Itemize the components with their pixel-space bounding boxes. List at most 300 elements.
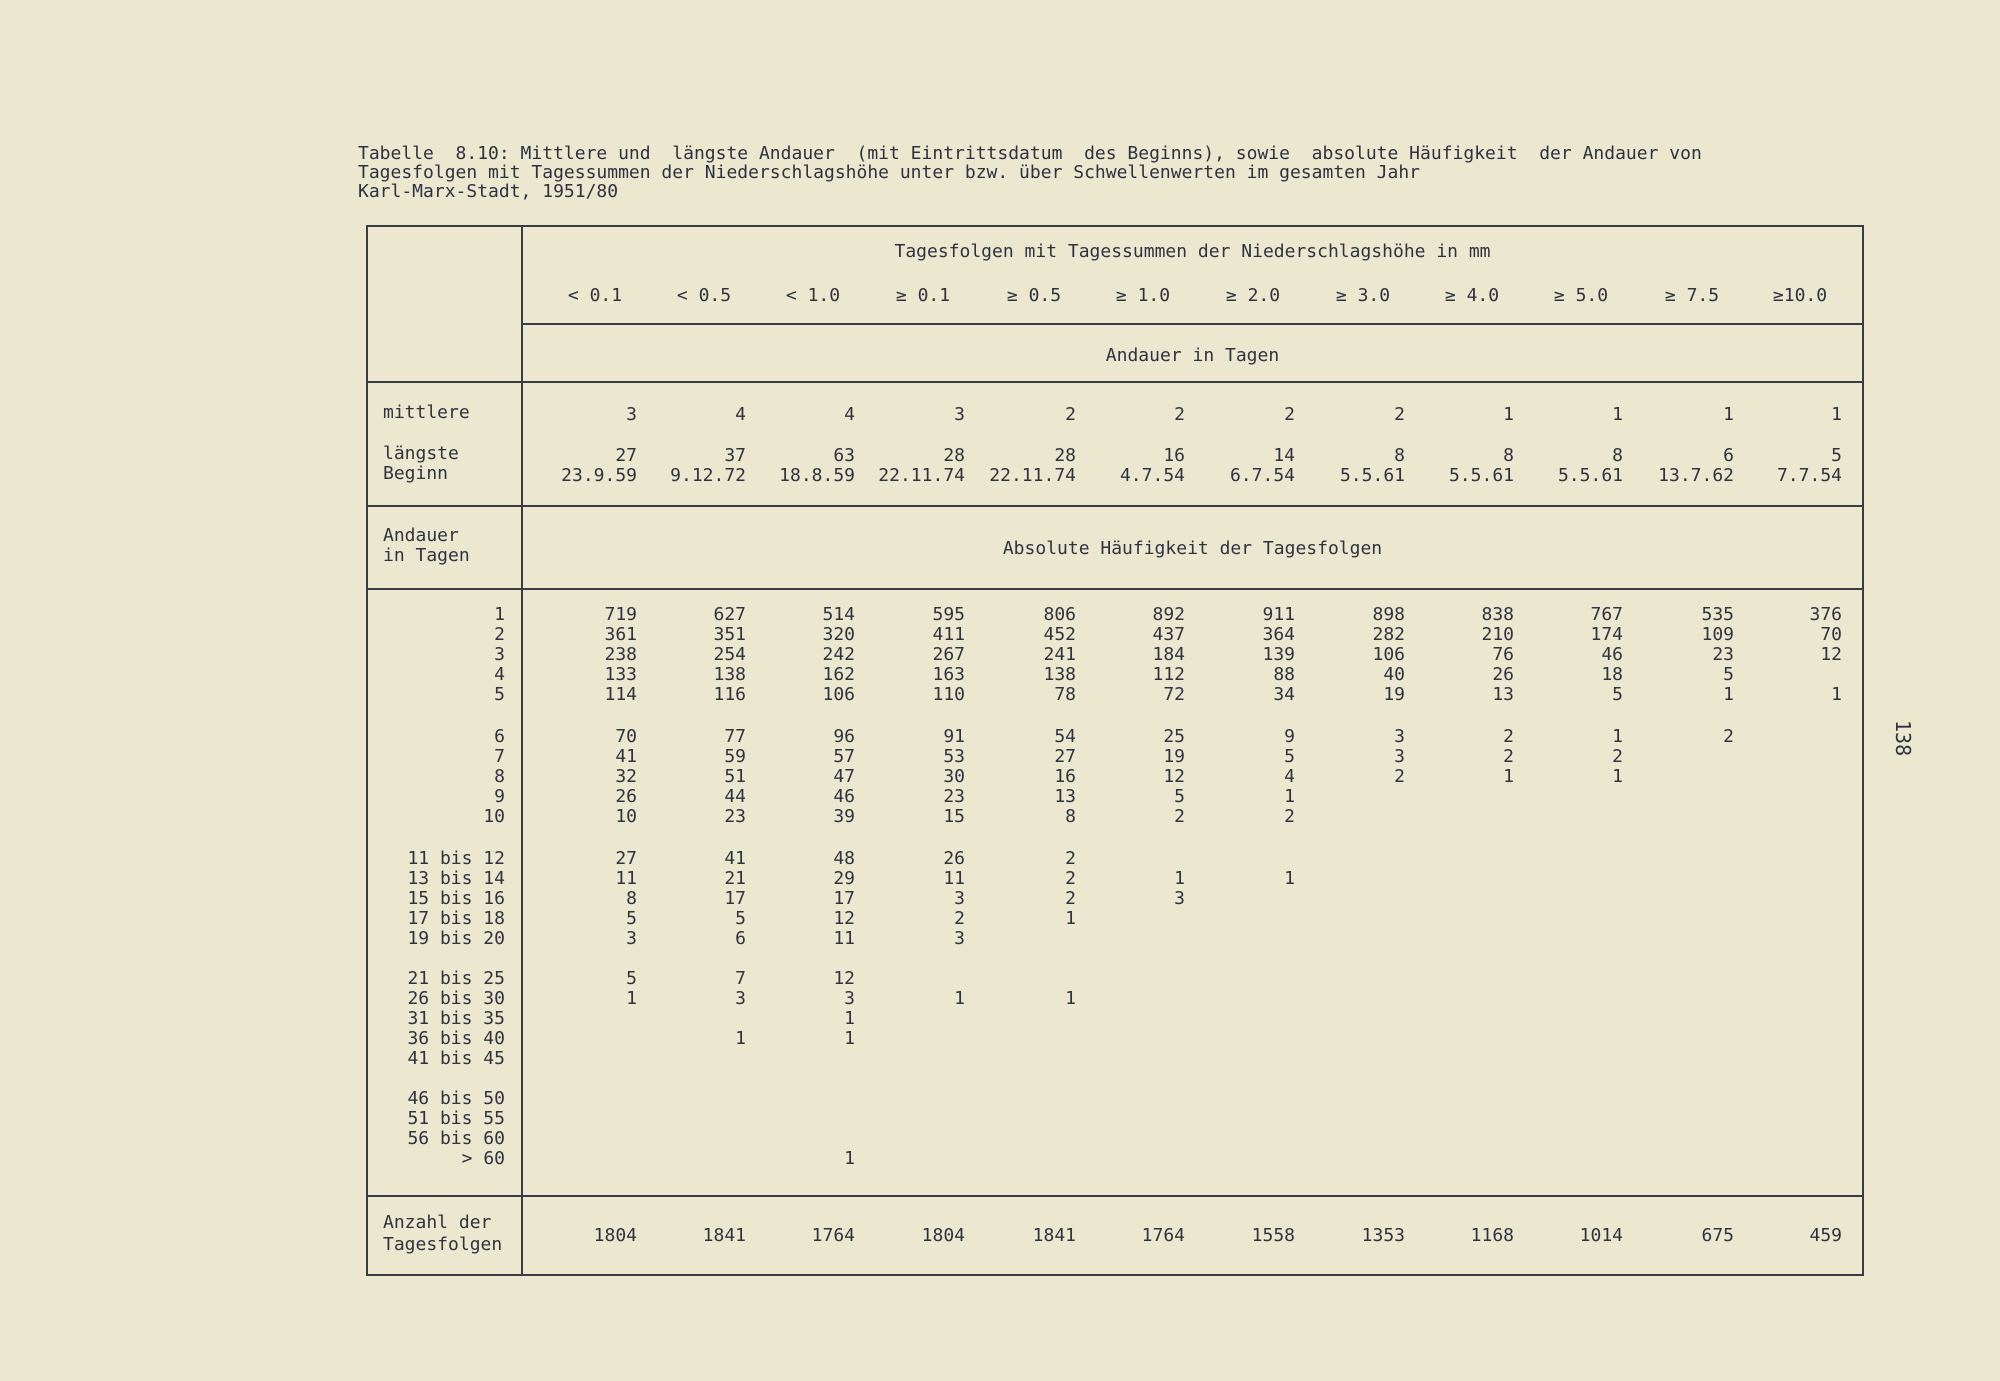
frequency-column [1085,969,1185,1069]
frequency-column [1085,605,1185,705]
frequency-column [976,605,1076,705]
andauer-label: 36 bis 40 [407,1028,505,1049]
frequency-cell [646,1149,746,1169]
frequency-cell [976,1129,1076,1149]
frequency-cell [976,1089,1076,1109]
laengste-value: 37 [724,445,746,466]
frequency-cell: 39 [833,806,855,827]
frequency-column [1195,849,1295,949]
frequency-cell: 53 [943,746,965,767]
frequency-cell: 12 [833,908,855,929]
frequency-cell: 51 [724,766,746,787]
frequency-column [1305,969,1405,1069]
frequency-cell: 11 [615,868,637,889]
andauer-label: 17 bis 18 [407,908,505,929]
frequency-column [1634,727,1734,827]
frequency-cell: 1 [1831,684,1842,705]
frequency-cell [865,1089,965,1109]
frequency-cell [976,1149,1076,1169]
frequency-cell [865,969,965,989]
totals-label-1: Anzahl der [383,1212,492,1233]
frequency-cell: 109 [1701,624,1734,645]
frequency-cell [865,1049,965,1069]
andauer-label: 11 bis 12 [407,848,505,869]
frequency-cell: 77 [724,726,746,747]
frequency-cell: 5 [1284,746,1295,767]
frequency-cell [976,1109,1076,1129]
total-value: 1804 [921,1225,965,1246]
total-value: 1764 [1141,1225,1185,1246]
mittlere-value: 1 [1503,404,1514,425]
frequency-cell [1742,787,1842,807]
frequency-cell: 3 [735,988,746,1009]
frequency-column [865,727,965,827]
frequency-cell: 9 [1284,726,1295,747]
frequency-cell [1634,969,1734,989]
frequency-cell [1742,807,1842,827]
frequency-cell [1414,909,1514,929]
frequency-cell [1742,849,1842,869]
frequency-cell: 16 [1054,766,1076,787]
frequency-cell [1414,1049,1514,1069]
frequency-cell: 44 [724,786,746,807]
frequency-cell: 12 [1163,766,1185,787]
frequency-cell [1634,929,1734,949]
frequency-cell: 1 [735,1028,746,1049]
frequency-cell [1742,909,1842,929]
frequency-cell [1634,1089,1734,1109]
frequency-cell [1634,1029,1734,1049]
frequency-cell: 25 [1163,726,1185,747]
frequency-cell [1305,1129,1405,1149]
frequency-cell: 767 [1590,604,1623,625]
frequency-cell: 2 [954,908,965,929]
frequency-cell [1085,929,1185,949]
mittlere-value: 2 [1174,404,1185,425]
frequency-cell: 4 [1284,766,1295,787]
frequency-cell [1634,807,1734,827]
frequency-cell [1305,1029,1405,1049]
andauer-label: 8 [494,766,505,787]
frequency-cell: 241 [1043,644,1076,665]
frequency-cell: 26 [943,848,965,869]
frequency-cell [1742,989,1842,1009]
frequency-cell [1414,989,1514,1009]
total-value: 1353 [1361,1225,1405,1246]
frequency-cell [1414,1029,1514,1049]
frequency-cell [1634,767,1734,787]
frequency-cell: 1 [954,988,965,1009]
frequency-cell [865,1149,965,1169]
total-value: 1558 [1251,1225,1295,1246]
frequency-cell [1523,1049,1623,1069]
frequency-cell [1414,1109,1514,1129]
frequency-column [865,849,965,949]
frequency-cell: 437 [1152,624,1185,645]
frequency-cell [537,1009,637,1029]
beginn-date: 18.8.59 [779,465,855,486]
frequency-cell [1195,889,1295,909]
frequency-column [1634,969,1734,1069]
frequency-cell [537,1149,637,1169]
andauer-label: 56 bis 60 [407,1128,505,1149]
frequency-cell [1085,1009,1185,1029]
frequency-cell [1195,1109,1295,1129]
frequency-cell: 1 [844,1008,855,1029]
frequency-cell: 8 [1065,806,1076,827]
frequency-cell: 254 [713,644,746,665]
beginn-date: 7.7.54 [1776,465,1842,486]
frequency-cell [1085,1049,1185,1069]
frequency-cell [1414,869,1514,889]
frequency-cell [1414,849,1514,869]
frequency-cell: 133 [604,664,637,685]
frequency-column [1742,849,1842,949]
frequency-cell [1634,747,1734,767]
frequency-cell: 892 [1152,604,1185,625]
frequency-column [537,969,637,1069]
mittlere-value: 2 [1394,404,1405,425]
frequency-cell [1742,727,1842,747]
threshold-header: ≥ 0.5 [1006,285,1062,306]
frequency-cell: 27 [615,848,637,869]
frequency-cell: 1 [1065,988,1076,1009]
frequency-column [646,605,746,705]
frequency-cell: 18 [1601,664,1623,685]
laengste-value: 28 [943,445,965,466]
frequency-cell: 11 [943,868,965,889]
laengste-value: 5 [1831,445,1842,466]
beginn-date: 5.5.61 [1339,465,1405,486]
frequency-cell: 112 [1152,664,1185,685]
frequency-cell [1742,1009,1842,1029]
frequency-cell: 361 [604,624,637,645]
frequency-cell: 2 [1612,746,1623,767]
beginn-date: 5.5.61 [1448,465,1514,486]
frequency-cell [1305,929,1405,949]
andauer-title: Andauer in Tagen [1105,345,1280,366]
frequency-cell [1742,1049,1842,1069]
frequency-column [1742,605,1842,705]
frequency-cell [865,1129,965,1149]
laengste-value: 8 [1612,445,1623,466]
frequency-cell: 535 [1701,604,1734,625]
frequency-cell: 1 [844,1028,855,1049]
frequency-cell: 2 [1284,806,1295,827]
frequency-column [976,849,1076,949]
andauer-label-group [383,849,505,949]
frequency-column [865,605,965,705]
frequency-cell [1414,969,1514,989]
frequency-cell: 3 [954,928,965,949]
frequency-column [1634,849,1734,949]
frequency-column [1742,727,1842,827]
frequency-cell [1523,1129,1623,1149]
frequency-column [537,727,637,827]
frequency-cell [1085,969,1185,989]
frequency-cell [865,1029,965,1049]
frequency-cell: 2 [1065,868,1076,889]
frequency-cell: 47 [833,766,855,787]
laengste-value: 8 [1503,445,1514,466]
threshold-header: < 0.1 [567,285,623,306]
total-value: 1841 [702,1225,746,1246]
frequency-cell: 3 [626,928,637,949]
frequency-cell: 1 [1612,766,1623,787]
stats-divider-rule [366,505,1864,507]
frequency-cell: 2 [1723,726,1734,747]
frequency-column [646,727,746,827]
frequency-cell [1523,869,1623,889]
frequency-column [1414,605,1514,705]
frequency-cell: 1 [1723,684,1734,705]
andauer-label: 6 [494,726,505,747]
frequency-cell [1742,929,1842,949]
frequency-column [865,969,965,1069]
frequency-cell: 88 [1273,664,1295,685]
mittlere-value: 2 [1284,404,1295,425]
totals-label-2: Tagesfolgen [383,1234,503,1255]
frequency-cell [1085,1109,1185,1129]
andauer-label: > 60 [461,1148,505,1169]
frequency-cell: 41 [615,746,637,767]
beginn-label: Beginn [383,463,449,484]
frequency-cell: 1 [1284,868,1295,889]
laengste-value: 63 [833,445,855,466]
frequency-column [1742,1089,1842,1169]
andauer-label: 2 [494,624,505,645]
frequency-cell: 12 [833,968,855,989]
frequency-cell [1195,969,1295,989]
frequency-column [1634,605,1734,705]
frequency-cell: 1 [1503,766,1514,787]
frequency-cell: 17 [724,888,746,909]
frequency-column [755,969,855,1069]
frequency-cell: 32 [615,766,637,787]
andauer-label: 19 bis 20 [407,928,505,949]
threshold-header: < 1.0 [785,285,841,306]
table-caption: Tabelle 8.10: Mittlere und längste Andauer (mit Eintrittsdatum des Beginns), sowie absolute Häufigkeit der Andauer von Tagesfolgen mit Tagessummen der Niederschlagshöhe unter bzw. über Schwellenwerten im gesamten Jahr Karl-Marx-Stadt, 1951/80 [358,143,1702,202]
frequency-cell: 72 [1163,684,1185,705]
frequency-cell [1195,1129,1295,1149]
frequency-cell [1523,1089,1623,1109]
frequency-cell [865,1009,965,1029]
group-title: Tagesfolgen mit Tagessummen der Niederschlagshöhe in mm [894,241,1491,262]
beginn-date: 22.11.74 [989,465,1076,486]
frequency-column [1195,969,1295,1069]
frequency-column [1742,969,1842,1069]
frequency-column [1305,849,1405,949]
frequency-cell [1523,1109,1623,1129]
frequency-cell [646,1009,746,1029]
freq-title: Absolute Häufigkeit der Tagesfolgen [1002,538,1383,559]
frequency-cell: 17 [833,888,855,909]
frequency-cell [1414,1129,1514,1149]
frequency-cell: 48 [833,848,855,869]
frequency-cell: 1 [844,1148,855,1169]
andauer-label: 4 [494,664,505,685]
frequency-cell [1742,767,1842,787]
frequency-cell [1414,1149,1514,1169]
total-value: 1804 [593,1225,637,1246]
frequency-cell [537,1129,637,1149]
threshold-header: ≥ 4.0 [1444,285,1500,306]
frequency-cell [1523,807,1623,827]
frequency-cell: 5 [735,908,746,929]
frequency-cell: 78 [1054,684,1076,705]
frequency-cell: 376 [1809,604,1842,625]
freq-header-divider-rule [366,588,1864,590]
frequency-cell: 3 [1394,726,1405,747]
frequency-column [646,1089,746,1169]
mittlere-value: 4 [844,404,855,425]
frequency-cell: 2 [1065,888,1076,909]
frequency-cell: 34 [1273,684,1295,705]
frequency-cell [1523,1149,1623,1169]
frequency-cell [1195,1089,1295,1109]
frequency-cell: 911 [1262,604,1295,625]
total-value: 1764 [811,1225,855,1246]
frequency-cell [1634,787,1734,807]
frequency-cell [1414,1089,1514,1109]
frequency-cell [1305,787,1405,807]
frequency-cell: 70 [1820,624,1842,645]
mittlere-value: 1 [1723,404,1734,425]
frequency-cell [1195,909,1295,929]
frequency-column [755,849,855,949]
frequency-cell [1085,1089,1185,1109]
frequency-cell: 5 [626,908,637,929]
frequency-cell [1634,869,1734,889]
andauer-label: 13 bis 14 [407,868,505,889]
frequency-column [1523,727,1623,827]
frequency-cell: 452 [1043,624,1076,645]
frequency-cell [1634,989,1734,1009]
frequency-cell [1195,1029,1295,1049]
threshold-header: ≥ 3.0 [1335,285,1391,306]
frequency-cell: 10 [615,806,637,827]
frequency-cell [1634,889,1734,909]
frequency-cell: 19 [1383,684,1405,705]
frequency-column [1085,1089,1185,1169]
frequency-column [976,1089,1076,1169]
frequency-cell [1523,909,1623,929]
frequency-cell [976,969,1076,989]
frequency-cell: 13 [1492,684,1514,705]
frequency-column [537,1089,637,1169]
frequency-column [1414,727,1514,827]
frequency-cell: 242 [822,644,855,665]
threshold-header: ≥ 5.0 [1553,285,1609,306]
beginn-date: 5.5.61 [1557,465,1623,486]
frequency-cell: 3 [1394,746,1405,767]
beginn-date: 4.7.54 [1119,465,1185,486]
frequency-column [755,1089,855,1169]
frequency-cell: 76 [1492,644,1514,665]
frequency-column [1085,849,1185,949]
mittlere-value: 1 [1831,404,1842,425]
frequency-column [976,727,1076,827]
laengste-value: 14 [1273,445,1295,466]
frequency-cell: 30 [943,766,965,787]
andauer-label: 5 [494,684,505,705]
andauer-divider-rule [366,381,1864,383]
frequency-cell [1085,989,1185,1009]
frequency-cell [1742,665,1842,685]
andauer-label-group [383,727,505,827]
frequency-column [646,969,746,1069]
frequency-cell [1305,1109,1405,1129]
frequency-cell: 238 [604,644,637,665]
frequency-cell [646,1129,746,1149]
frequency-column [1634,1089,1734,1169]
total-value: 1841 [1032,1225,1076,1246]
frequency-cell [1523,1029,1623,1049]
frequency-cell [537,1049,637,1069]
frequency-cell: 595 [932,604,965,625]
frequency-cell: 26 [1492,664,1514,685]
frequency-cell: 2 [1065,848,1076,869]
threshold-header: ≥ 0.1 [895,285,951,306]
frequency-cell: 27 [1054,746,1076,767]
andauer-label: 31 bis 35 [407,1008,505,1029]
frequency-cell [1742,1029,1842,1049]
frequency-cell: 70 [615,726,637,747]
frequency-cell [1742,889,1842,909]
frequency-cell [1634,1149,1734,1169]
andauer-label: 3 [494,644,505,665]
andauer-label: 1 [494,604,505,625]
threshold-header: ≥ 1.0 [1115,285,1171,306]
frequency-cell [1305,1149,1405,1169]
frequency-cell [537,1089,637,1109]
frequency-cell [1414,807,1514,827]
frequency-cell [755,1089,855,1109]
laengste-value: 16 [1163,445,1185,466]
andauer-label-group [383,969,505,1069]
frequency-cell [1305,1009,1405,1029]
frequency-cell [1742,1149,1842,1169]
total-value: 459 [1809,1225,1842,1246]
frequency-cell: 838 [1481,604,1514,625]
frequency-cell: 23 [724,806,746,827]
frequency-cell: 210 [1481,624,1514,645]
frequency-cell: 26 [615,786,637,807]
frequency-cell [537,1029,637,1049]
frequency-cell [1195,1049,1295,1069]
frequency-cell: 46 [1601,644,1623,665]
frequency-cell: 1 [1284,786,1295,807]
frequency-cell: 59 [724,746,746,767]
frequency-cell: 138 [1043,664,1076,685]
frequency-cell [976,929,1076,949]
frequency-column [1414,969,1514,1069]
beginn-date: 6.7.54 [1229,465,1295,486]
beginn-date: 23.9.59 [561,465,637,486]
beginn-date: 22.11.74 [878,465,965,486]
frequency-cell [976,1009,1076,1029]
frequency-cell: 282 [1372,624,1405,645]
frequency-cell: 21 [724,868,746,889]
frequency-column [755,727,855,827]
frequency-cell [1634,1049,1734,1069]
frequency-cell [1305,909,1405,929]
frequency-cell: 174 [1590,624,1623,645]
frequency-cell [646,1049,746,1069]
frequency-cell [1523,969,1623,989]
frequency-cell: 163 [932,664,965,685]
frequency-cell: 364 [1262,624,1295,645]
